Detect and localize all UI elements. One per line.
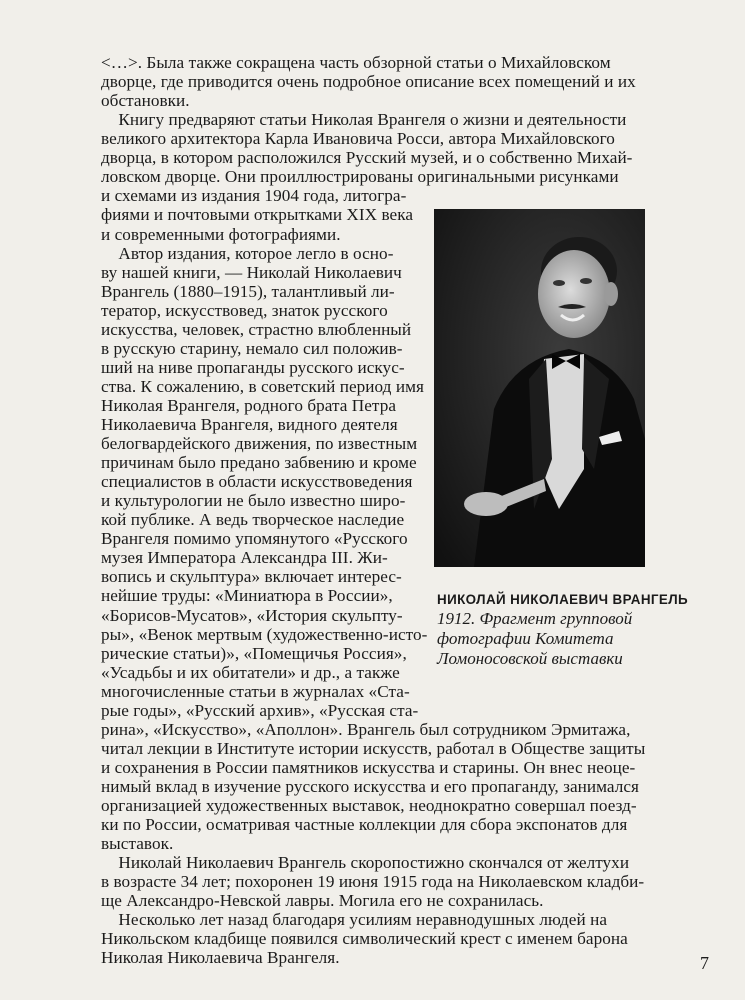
text-line: искусства, человек, страстно влюбленный bbox=[101, 319, 412, 339]
text-line: музея Императора Александра III. Жи- bbox=[101, 548, 388, 568]
text-line: и схемами из издания 1904 года, литогра- bbox=[101, 186, 407, 206]
text-line: Книгу предваряют статьи Николая Врангеля о жизни и деятельности bbox=[101, 110, 627, 130]
text-line: Никольском кладбище появился символический крест с именем барона bbox=[101, 929, 628, 949]
portrait-photo bbox=[434, 209, 645, 567]
portrait-image bbox=[434, 209, 645, 567]
text-line: белогвардейского движения, по известным bbox=[101, 434, 418, 453]
text-line: ший на ниве пропаганды русского искус- bbox=[101, 357, 405, 377]
text-line: ства. К сожалению, в советский период имя bbox=[101, 376, 424, 396]
text-line: «Борисов-Мусатов», «История скульпту- bbox=[101, 605, 403, 625]
text-line: вопись и скульптура» включает интерес- bbox=[101, 567, 402, 587]
text-line: причинам было предано забвению и кроме bbox=[101, 453, 417, 473]
text-line: в возрасте 34 лет; похоронен 19 июня 1915 года на Николаевском кладби- bbox=[101, 872, 645, 892]
text-line: и сохранения в России памятников искусства и старины. Он внес неоце- bbox=[101, 757, 636, 777]
text-line: «Усадьбы и их обитатели» и др., а также bbox=[101, 662, 400, 682]
text-line: и современными фотографиями. bbox=[101, 224, 341, 244]
text-line: тератор, искусствовед, знаток русского bbox=[101, 300, 388, 320]
text-line: Автор издания, которое легло в осно- bbox=[101, 243, 394, 263]
text-line: дворце, где приводится очень подробное описание всех помещений и их bbox=[101, 72, 636, 91]
text-line: рые годы», «Русский архив», «Русская ста- bbox=[101, 700, 419, 720]
text-line: ловском дворце. Они проиллюстрированы оригинальными рисунками bbox=[101, 167, 619, 187]
text-line: Николай Николаевич Врангель скоропостижно скончался от желтухи bbox=[101, 853, 630, 873]
caption-line-1: 1912. Фрагмент групповой bbox=[437, 609, 633, 628]
text-line: ще Александро-Невской лавры. Могила его не сохранилась. bbox=[101, 891, 544, 911]
text-line: ки по России, осматривая частные коллекции для сбора экспонатов для bbox=[101, 815, 628, 834]
text-line: организацией художественных выставок, неоднократно совершал поезд- bbox=[101, 796, 637, 815]
text-line: специалистов в области искусствоведения bbox=[101, 472, 413, 492]
page-number: 7 bbox=[700, 953, 709, 973]
text-line: в русскую старину, немало сил положив- bbox=[101, 338, 403, 358]
text-line: Несколько лет назад благодаря усилиям неравнодушных людей на bbox=[101, 910, 608, 930]
text-line: дворца, в котором расположился Русский музей, и о собственно Михай- bbox=[101, 148, 633, 168]
text-line: Врангель (1880–1915), талантливый ли- bbox=[101, 281, 395, 301]
text-line: ры», «Венок мертвым (художественно-исто- bbox=[101, 624, 428, 644]
text-line: и культурологии не было известно широ- bbox=[101, 491, 406, 511]
text-line: Николая Врангеля, родного брата Петра bbox=[101, 395, 397, 415]
text-line: великого архитектора Карла Ивановича Росси, автора Михайловского bbox=[101, 129, 615, 149]
text-line: рические статьи)», «Помещичья Россия», bbox=[101, 643, 407, 663]
text-line: нимый вклад в изучение русского искусства и его пропаганду, занимался bbox=[101, 776, 640, 796]
text-line: обстановки. bbox=[101, 91, 190, 111]
caption-line-2: фотографии Комитета bbox=[437, 629, 614, 648]
text-line: выставок. bbox=[101, 834, 174, 854]
text-line: Николая Николаевича Врангеля. bbox=[101, 948, 340, 968]
text-line: читал лекции в Институте истории искусств, работал в Обществе защиты bbox=[101, 738, 646, 758]
text-line: многочисленные статьи в журналах «Ста- bbox=[101, 681, 410, 701]
text-line: ву нашей книги, — Николай Николаевич bbox=[101, 262, 402, 282]
caption-name: НИКОЛАЙ НИКОЛАЕВИЧ ВРАНГЕЛЬ bbox=[437, 592, 689, 607]
text-line: фиями и почтовыми открытками XIX века bbox=[101, 205, 414, 225]
text-line: <…>. Была также сокращена часть обзорной статьи о Михайловском bbox=[101, 53, 611, 72]
text-line: кой публике. А ведь творческое наследие bbox=[101, 510, 405, 530]
text-line: рина», «Искусство», «Аполлон». Врангель был сотрудником Эрмитажа, bbox=[101, 719, 631, 739]
text-line: Врангеля помимо упомянутого «Русского bbox=[101, 529, 408, 549]
text-line: Николаевича Врангеля, видного деятеля bbox=[101, 414, 398, 434]
caption-line-3: Ломоносовской выставки bbox=[437, 649, 623, 668]
text-line: нейшие труды: «Миниатюра в России», bbox=[101, 586, 393, 606]
